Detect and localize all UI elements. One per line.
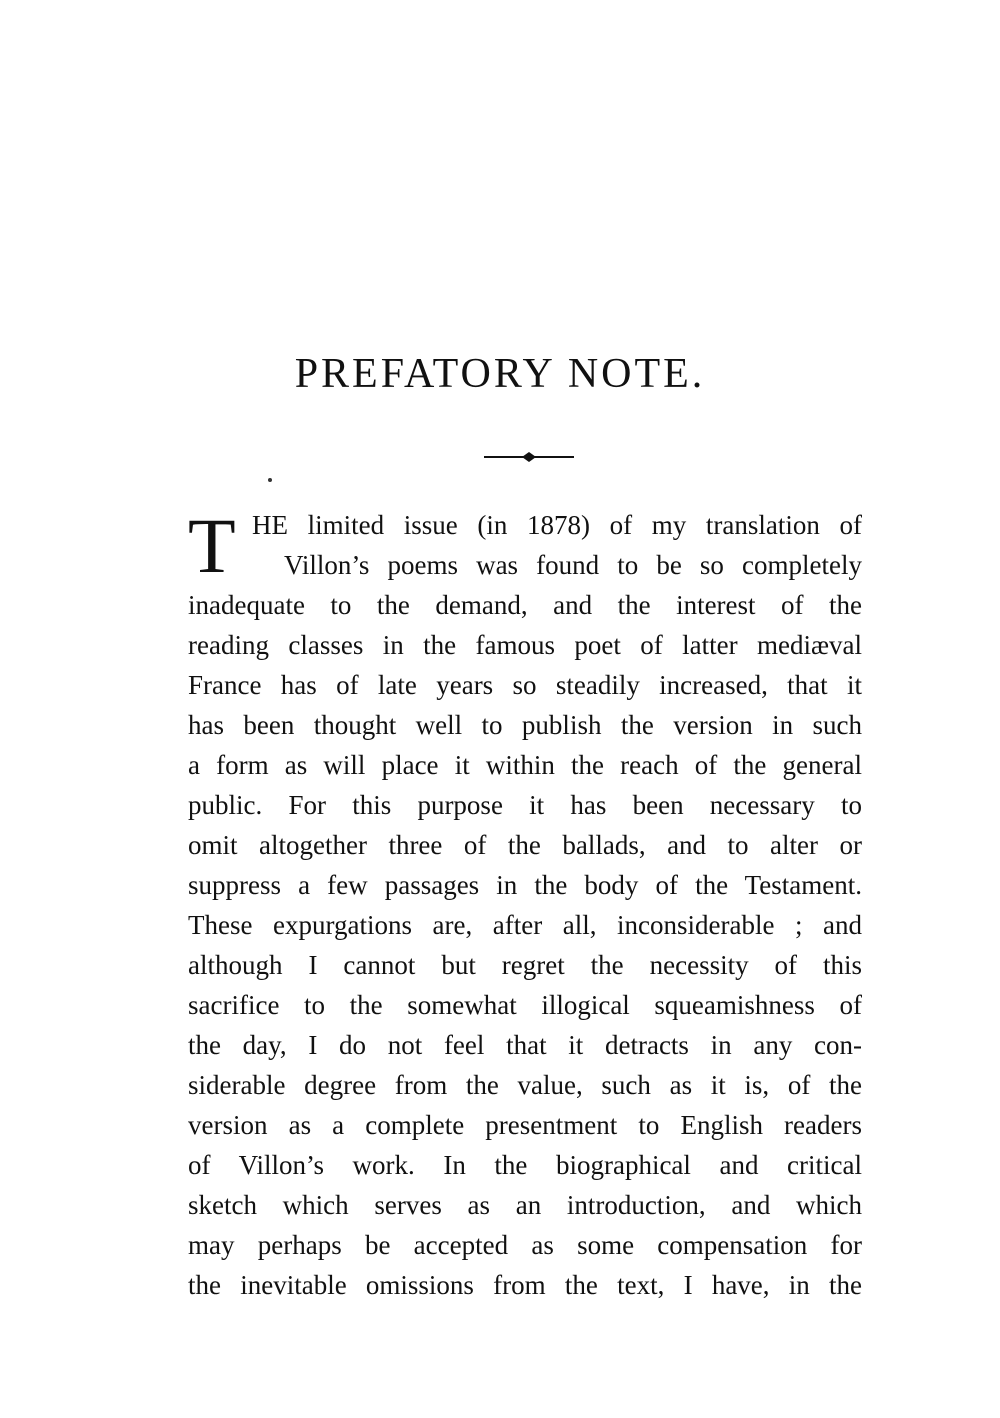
text-line-19: may perhaps be accepted as some compensation for: [188, 1230, 862, 1260]
text-line-8: public. For this purpose it has been necessary to: [188, 790, 862, 820]
text-line-14: the day, I do not feel that it detracts in any con-: [188, 1030, 862, 1060]
text-line-16: version as a complete presentment to English readers: [188, 1110, 862, 1140]
text-line-7: a form as will place it within the reach of the general: [188, 750, 862, 780]
text-line-6: has been thought well to publish the version in such: [188, 710, 862, 740]
text-line-2: Villon’s poems was found to be so completely: [284, 550, 862, 580]
text-line-3: inadequate to the demand, and the interest of the: [188, 590, 862, 620]
text-line-17: of Villon’s work. In the biographical and critical: [188, 1150, 862, 1180]
text-line-18: sketch which serves as an introduction, and which: [188, 1190, 862, 1220]
ink-speck: [268, 478, 272, 482]
drop-cap: T: [188, 502, 236, 589]
ornamental-rule: [484, 450, 574, 464]
text-line-20: the inevitable omissions from the text, I have, in the: [188, 1270, 862, 1300]
text-line-10: suppress a few passages in the body of the Testament.: [188, 870, 862, 900]
text-line-4: reading classes in the famous poet of latter mediæval: [188, 630, 862, 660]
text-line-1-content: HE limited issue (in 1878) of my translation of: [252, 510, 862, 540]
text-line-13: sacrifice to the somewhat illogical squeamishness of: [188, 990, 862, 1020]
text-line-12: although I cannot but regret the necessity of this: [188, 950, 862, 980]
text-line-11: These expurgations are, after all, inconsiderable ; and: [188, 910, 862, 940]
text-line-9: omit altogether three of the ballads, and to alter or: [188, 830, 862, 860]
prefatory-text: [188, 502, 862, 1305]
page-title: PREFATORY NOTE.: [294, 351, 706, 397]
text-line-15: siderable degree from the value, such as it is, of the: [188, 1070, 862, 1100]
text-line-5: France has of late years so steadily increased, that it: [188, 670, 862, 700]
